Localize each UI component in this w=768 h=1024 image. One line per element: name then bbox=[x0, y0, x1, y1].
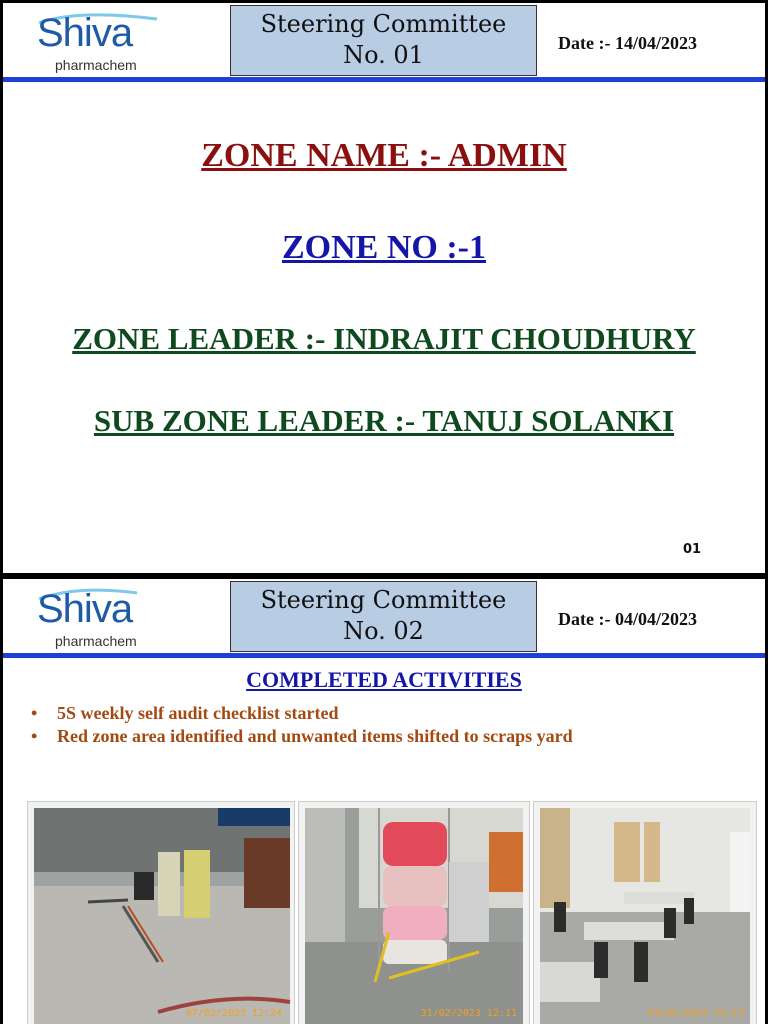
header-title-line2: No. 01 bbox=[343, 41, 424, 69]
section-heading: COMPLETED ACTIVITIES bbox=[246, 667, 522, 692]
photo-timestamp: 03/02/2023 12:13 bbox=[647, 1008, 744, 1019]
zone-leader: ZONE LEADER :- INDRAJIT CHOUDHURY bbox=[72, 321, 696, 356]
header-title-box bbox=[230, 581, 537, 652]
sub-zone-leader: SUB ZONE LEADER :- TANUJ SOLANKI bbox=[93, 403, 675, 438]
activity-text: 5S weekly self audit checklist started bbox=[57, 703, 339, 723]
header-divider bbox=[3, 77, 765, 82]
header-divider bbox=[3, 653, 765, 658]
logo-sub-text: pharmachem bbox=[55, 57, 137, 73]
header-title-line2: No. 02 bbox=[343, 617, 424, 645]
logo-sub-text: pharmachem bbox=[55, 633, 137, 649]
photo-timestamp: 07/02/2023 12:24 bbox=[185, 1008, 282, 1019]
activity-list bbox=[31, 702, 573, 748]
zone-name: ZONE NAME :- ADMIN bbox=[201, 137, 567, 174]
header-title-line1: Steering Committee bbox=[260, 586, 507, 614]
shiva-logo bbox=[37, 11, 187, 71]
zone-number: ZONE NO :-1 bbox=[282, 229, 486, 266]
photo-timestamp: 31/02/2023 12:11 bbox=[420, 1008, 517, 1019]
header-title-box bbox=[230, 5, 537, 76]
slide-2 bbox=[3, 579, 765, 1024]
slide-1 bbox=[3, 3, 765, 573]
canteen-photo bbox=[533, 801, 757, 1024]
header-title-line1: Steering Committee bbox=[260, 10, 507, 38]
header-date: Date :- 14/04/2023 bbox=[558, 33, 697, 53]
activity-text: Red zone area identified and unwanted items shifted to scraps yard bbox=[57, 726, 573, 746]
list-item: • Red zone area identified and unwanted items shifted to scraps yard bbox=[31, 726, 573, 746]
canteen-scene-image bbox=[534, 802, 756, 1024]
rooftop-scrap-photo bbox=[27, 801, 295, 1024]
storage-rack-photo bbox=[298, 801, 530, 1024]
list-item: • 5S weekly self audit checklist started bbox=[31, 703, 339, 723]
header-date: Date :- 04/04/2023 bbox=[558, 609, 697, 629]
logo-brand-text: Shiva bbox=[37, 11, 133, 55]
rooftop-scene-image bbox=[28, 802, 294, 1024]
logo-brand-text: Shiva bbox=[37, 587, 133, 631]
storage-scene-image bbox=[299, 802, 529, 1024]
page-number: 01 bbox=[683, 542, 702, 557]
shiva-logo bbox=[37, 587, 187, 647]
